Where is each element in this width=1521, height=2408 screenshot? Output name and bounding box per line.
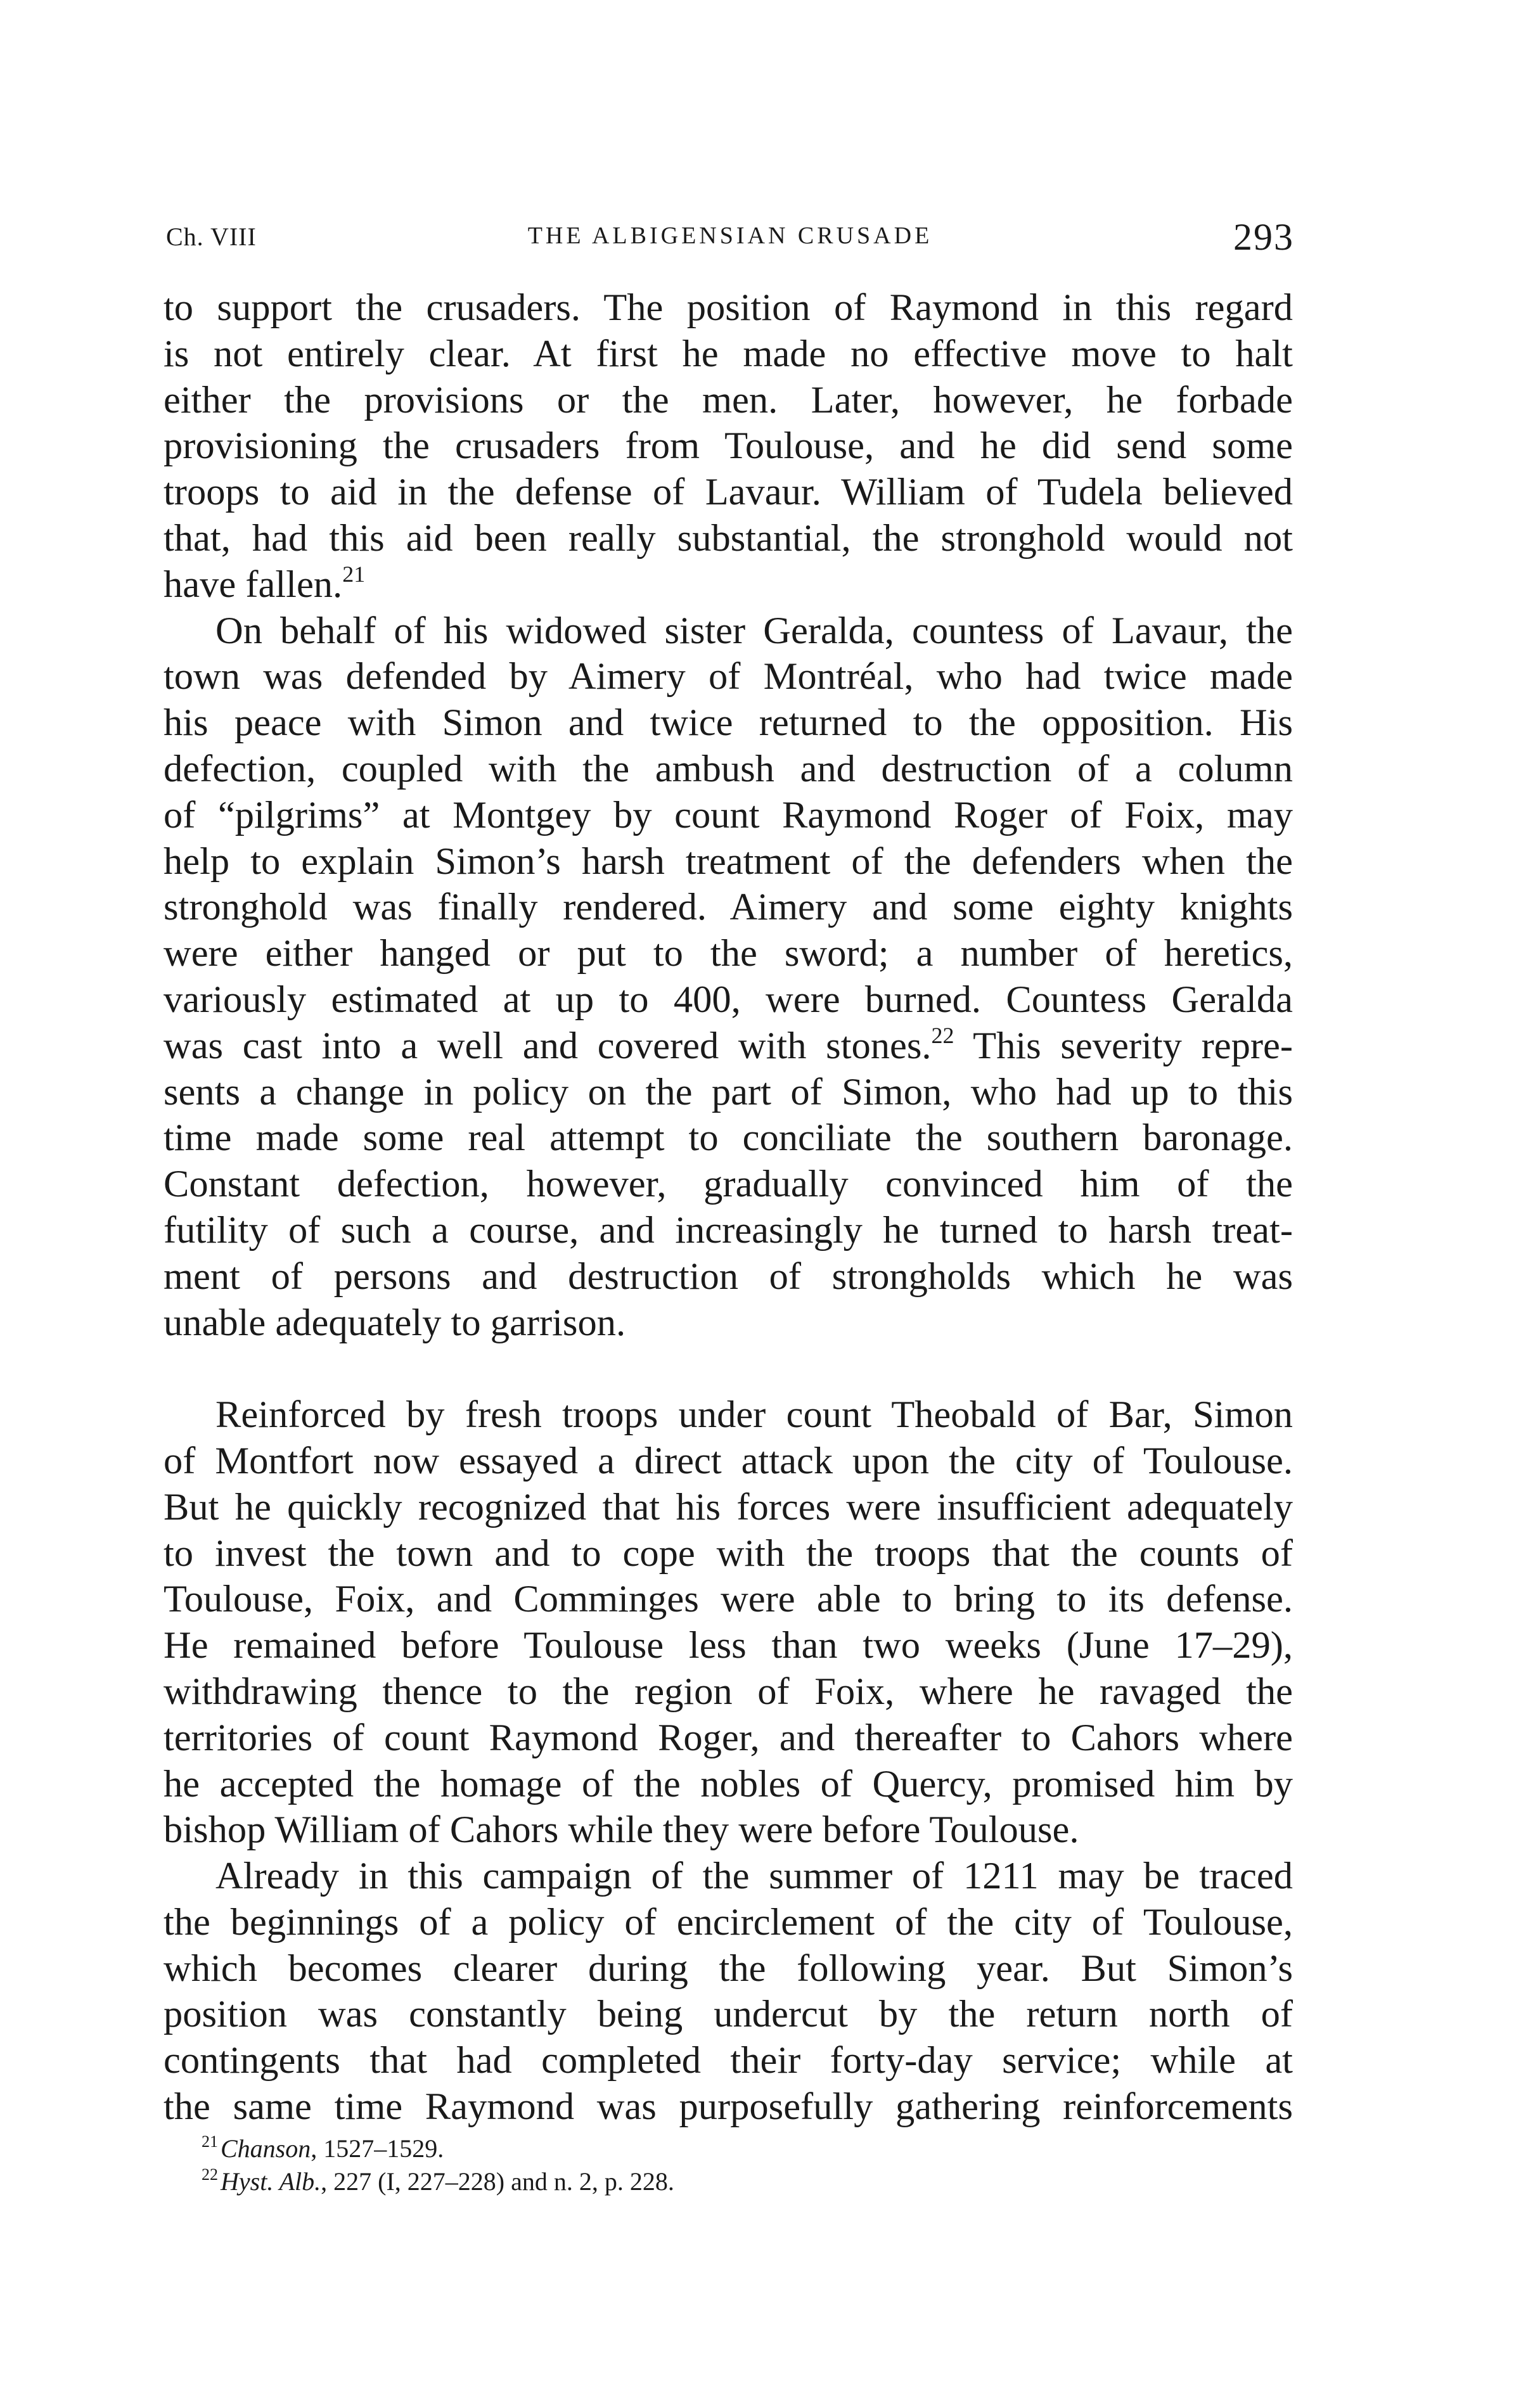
text-line: Toulouse, Foix, and Comminges were able to bring to its defense.: [164, 1578, 1293, 1621]
text-line: Already in this campaign of the summer of 1211 may be traced: [215, 1855, 1293, 1898]
text-line: either the provisions or the men. Later, however, he forbade: [164, 378, 1293, 421]
text-line: time made some real attempt to conciliate the southern baronage.: [164, 1117, 1293, 1160]
text-line: of “pilgrims” at Montgey by count Raymond Roger of Foix, may: [164, 793, 1293, 836]
text-line: ment of persons and destruction of strongholds which he was: [164, 1255, 1293, 1298]
text-line: that, had this aid been really substantial, the stronghold would not: [164, 516, 1293, 560]
text-line: unable adequately to garrison.: [164, 1301, 626, 1344]
body-text: [164, 285, 1293, 2130]
chapter-label: Ch. VIII: [166, 222, 257, 251]
text-line: Reinforced by fresh troops under count Theobald of Bar, Simon: [215, 1393, 1293, 1437]
text-line: [164, 1023, 1293, 1070]
text-line: the beginnings of a policy of encirclement of the city of Toulouse,: [164, 1900, 1293, 1944]
text-line: the same time Raymond was purposefully gathering reinforcements: [164, 2085, 1293, 2129]
text-line: withdrawing thence to the region of Foix, where he ravaged the: [164, 1670, 1293, 1713]
running-title: THE ALBIGENSIAN CRUSADE: [527, 222, 933, 249]
text-line: variously estimated at up to 400, were burned. Countess Geralda: [164, 978, 1293, 1021]
running-head: [166, 215, 1294, 266]
text-line: of Montfort now essayed a direct attack upon the city of Toulouse.: [164, 1439, 1293, 1482]
footnote-21: [202, 2132, 1292, 2165]
text-line: position was constantly being undercut by the return north of: [164, 1993, 1293, 2036]
text-line: to support the crusaders. The position of Raymond in this regard: [164, 286, 1293, 329]
text-line: But he quickly recognized that his forces were insufficient adequately: [164, 1485, 1293, 1528]
footnote-number: 21: [202, 2132, 218, 2151]
footnote-22: [202, 2165, 1292, 2198]
text-line: troops to aid in the defense of Lavaur. William of Tudela believed: [164, 471, 1293, 514]
text-line: futility of such a course, and increasingly he turned to harsh treat-: [164, 1208, 1293, 1252]
text-line: provisioning the crusaders from Toulouse, and he did send some: [164, 425, 1293, 468]
footnote-text: , 227 (I, 227–228) and n. 2, p. 228.: [321, 2167, 674, 2196]
text-line: He remained before Toulouse less than two weeks (June 17–29),: [164, 1624, 1293, 1667]
text-line: Constant defection, however, gradually convinced him of the: [164, 1163, 1293, 1206]
text-line: he accepted the homage of the nobles of Quercy, promised him by: [164, 1762, 1293, 1805]
line-text: have fallen.: [164, 563, 343, 606]
footnote-source: Hyst. Alb.: [221, 2167, 321, 2196]
line-text: This severity repre-: [973, 1024, 1293, 1067]
footnote-text: , 1527–1529.: [311, 2134, 444, 2163]
footnote-ref-22[interactable]: 22: [931, 1022, 954, 1048]
footnotes: [202, 2132, 1292, 2198]
line-text: was cast into a well and covered with stones.: [164, 1024, 932, 1067]
text-line: were either hanged or put to the sword; a number of heretics,: [164, 932, 1293, 975]
text-line: defection, coupled with the ambush and destruction of a column: [164, 747, 1293, 790]
text-line: contingents that had completed their forty-day service; while at: [164, 2039, 1293, 2082]
page-number: 293: [1233, 216, 1294, 258]
text-line: is not entirely clear. At first he made no effective move to halt: [164, 332, 1293, 375]
text-line: [164, 562, 1293, 608]
footnote-ref-21[interactable]: 21: [342, 561, 366, 587]
text-line: which becomes clearer during the following year. But Simon’s: [164, 1947, 1293, 1990]
text-line: help to explain Simon’s harsh treatment of the defenders when the: [164, 840, 1293, 883]
text-line: to invest the town and to cope with the troops that the counts of: [164, 1532, 1293, 1575]
text-line: town was defended by Aimery of Montréal, who had twice made: [164, 655, 1293, 698]
text-line: bishop William of Cahors while they were before Toulouse.: [164, 1809, 1079, 1852]
text-line: On behalf of his widowed sister Geralda, countess of Lavaur, the: [215, 609, 1293, 652]
text-line: stronghold was finally rendered. Aimery and some eighty knights: [164, 886, 1293, 929]
text-line: territories of count Raymond Roger, and thereafter to Cahors where: [164, 1716, 1293, 1759]
text-line: his peace with Simon and twice returned to the opposition. His: [164, 701, 1293, 745]
text-line: sents a change in policy on the part of Simon, who had up to this: [164, 1070, 1293, 1113]
footnote-source: Chanson: [221, 2134, 311, 2163]
footnote-number: 22: [202, 2165, 218, 2184]
